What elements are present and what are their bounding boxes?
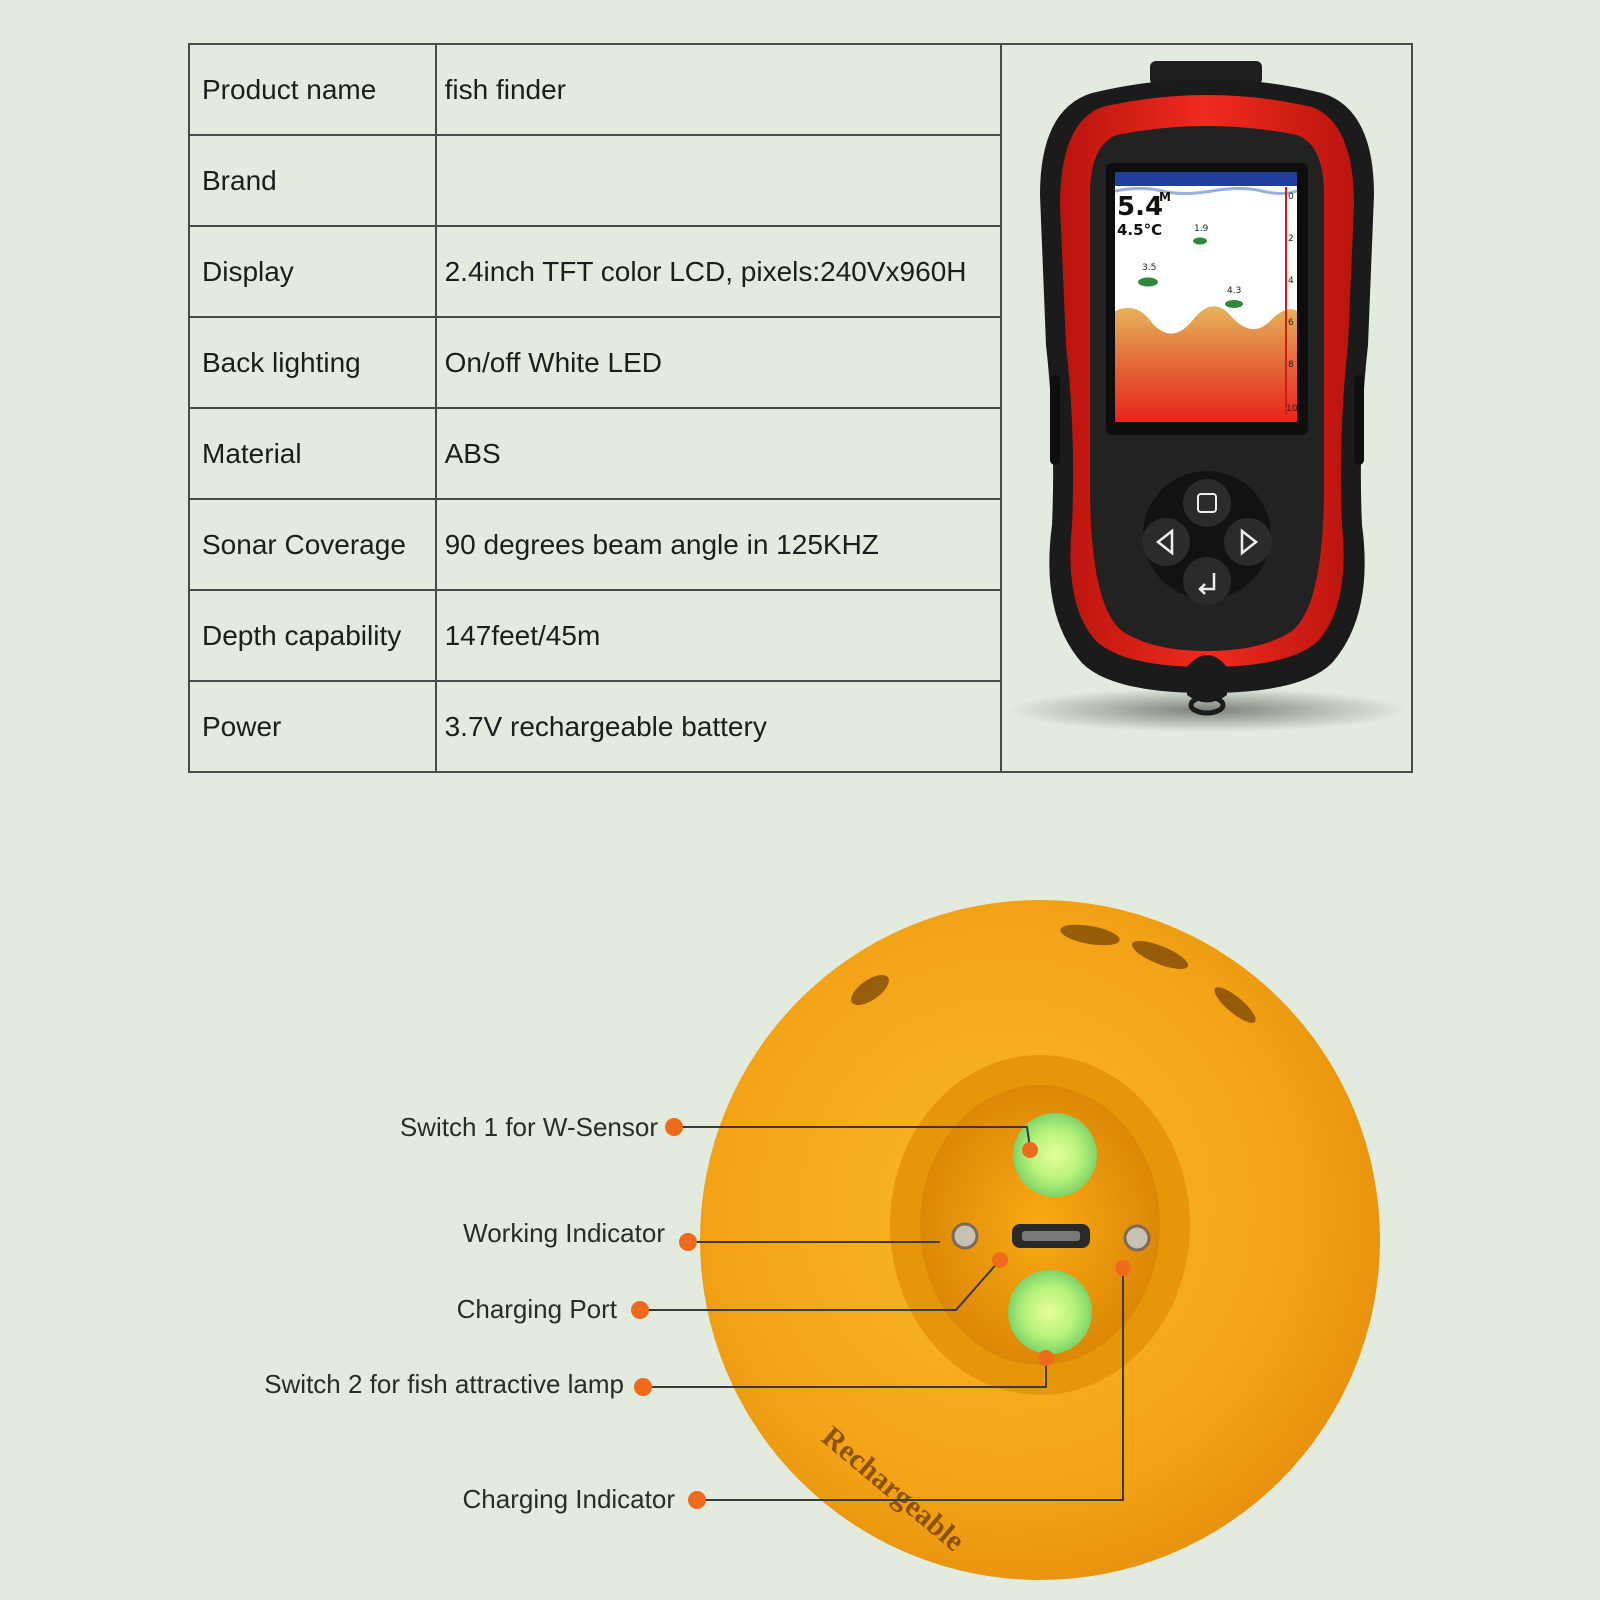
spec-value: 147feet/45m [436, 590, 1001, 681]
svg-text:4: 4 [1287, 276, 1294, 286]
charging-indicator-led [1125, 1226, 1149, 1250]
spec-value: fish finder [436, 44, 1001, 135]
spec-label: Display [189, 226, 436, 317]
svg-text:6: 6 [1287, 318, 1294, 328]
spec-value: 2.4inch TFT color LCD, pixels:240Vx960H [436, 226, 1001, 317]
svg-text:4.3: 4.3 [1226, 286, 1241, 296]
depth-readout: 5.4 [1116, 192, 1163, 222]
svg-text:1.9: 1.9 [1193, 224, 1208, 234]
spec-label: Material [189, 408, 436, 499]
svg-text:0: 0 [1287, 192, 1294, 202]
spec-value: ABS [436, 408, 1001, 499]
callout-switch-1: Switch 1 for W-Sensor [399, 1112, 658, 1142]
spec-value: On/off White LED [436, 317, 1001, 408]
spec-label: Back lighting [189, 317, 436, 408]
svg-text:8: 8 [1287, 360, 1294, 370]
spec-value: 3.7V rechargeable battery [436, 681, 1001, 772]
working-indicator-led [953, 1224, 977, 1248]
callout-switch-2: Switch 2 for fish attractive lamp [264, 1369, 624, 1399]
spec-label: Sonar Coverage [189, 499, 436, 590]
switch-2-button[interactable] [1008, 1270, 1092, 1354]
callout-working-indicator: Working Indicator [463, 1218, 665, 1248]
temperature-readout: 4.5°C [1116, 221, 1162, 239]
svg-text:2: 2 [1287, 234, 1294, 244]
charging-port-inner [1022, 1231, 1080, 1241]
spec-label: Brand [189, 135, 436, 226]
sensor-print-text: Rechargeable [815, 1420, 971, 1558]
spec-label: Product name [189, 44, 436, 135]
callout-charging-port: Charging Port [456, 1294, 617, 1324]
callout-charging-indicator: Charging Indicator [462, 1484, 675, 1514]
svg-text:10: 10 [1285, 404, 1298, 414]
depth-unit: M [1158, 190, 1171, 204]
spec-value: 90 degrees beam angle in 125KHZ [436, 499, 1001, 590]
spec-label: Power [189, 681, 436, 772]
spec-label: Depth capability [189, 590, 436, 681]
svg-text:3.5: 3.5 [1141, 263, 1156, 273]
